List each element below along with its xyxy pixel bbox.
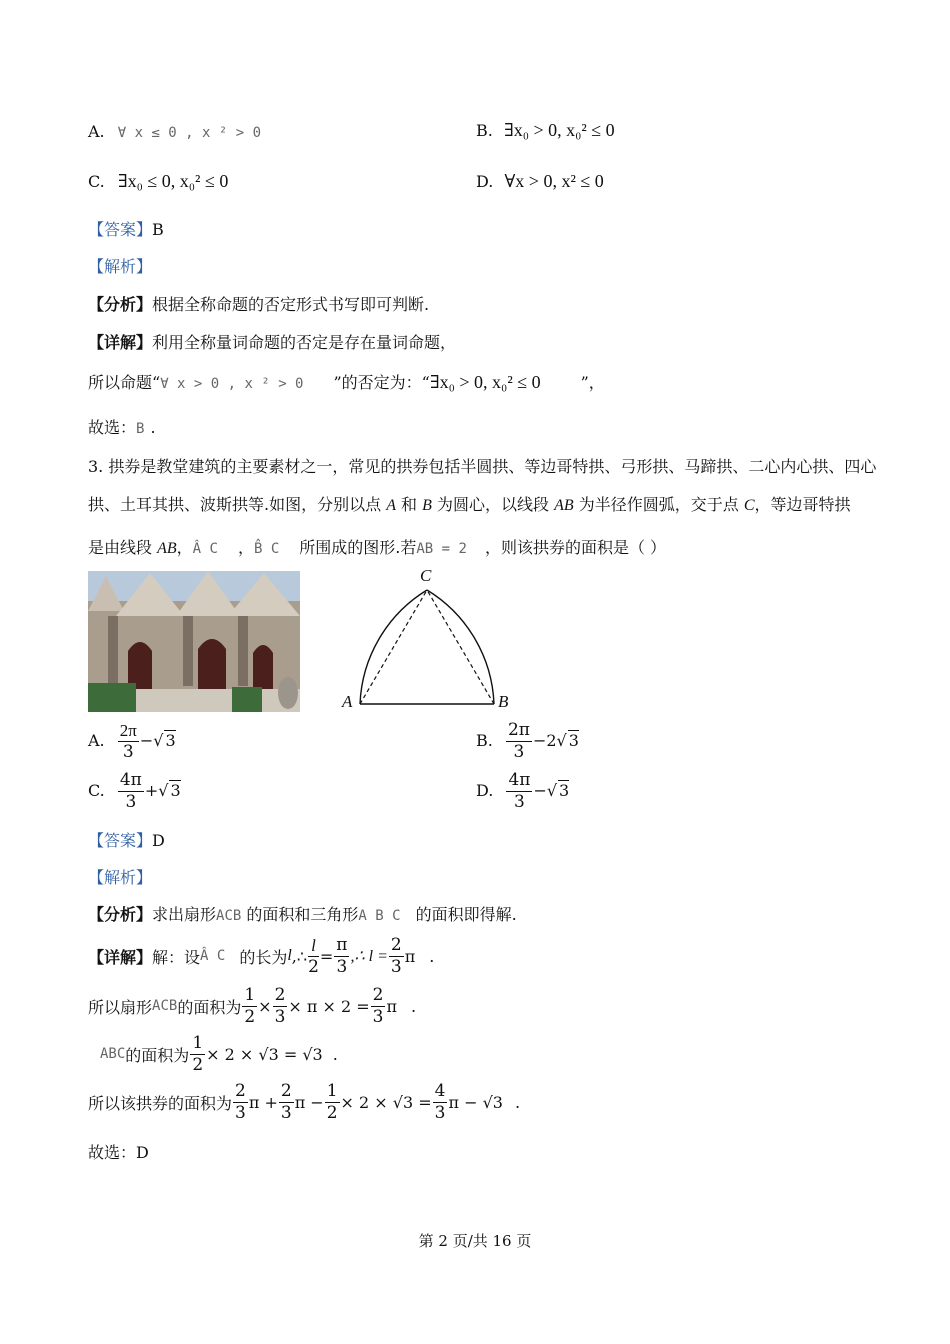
text-fragment: 的面积和三角形 [241,905,359,924]
q2-negation-line [88,370,605,393]
detail-tag: 【详解】 [88,947,153,967]
text-fragment: . [150,418,156,437]
text-fragment: π [404,946,416,966]
q3-detail-line1 [88,934,434,978]
frac-num: l [308,937,319,957]
q3-triangle-line: ABC 的面积为 $\frac{1}{2}$ × 2 × √3 = √3 . [100,1032,338,1075]
text-fragment: 求出扇形 [152,905,217,924]
var-l: l [287,947,292,964]
sector-expr: × π × 2 = [288,996,370,1016]
q2-option-d [476,171,604,192]
q3-fenxi [88,902,517,925]
frac-num: π [336,934,348,955]
frac-num: 2 [390,934,402,955]
text-fragment: 所围成的图形.若 [299,538,417,557]
text-fragment: 拱、土耳其拱、波斯拱等.如图，分别以点 [88,495,387,514]
text-fragment: . [411,996,417,1016]
text-fragment: ，等边哥特拱 [754,495,851,514]
segment-ab: AB [554,497,574,514]
text-fragment: 的面积即得解. [410,905,517,924]
q2-choose [88,415,156,438]
q3-stem-line3: 是由线段 AB，Â C ，B̂ C 所围成的图形.若AB = 2 ，则该拱券的面积是（ ） [88,538,667,557]
text-fragment: ， [176,538,193,557]
fenxi-tag: 【分析】 [88,905,153,924]
answer-tag: 【答案】 [88,831,153,850]
q2-option-b [476,120,615,141]
text-fragment: 所以扇形 [88,997,153,1017]
sector-acb: ACB [152,998,178,1014]
option-den: 3 [125,792,137,812]
option-den: 3 [514,792,525,812]
option-num: 4π [508,770,531,790]
ab-eq: AB = 2 [416,541,467,557]
option-op: + [144,781,159,800]
fenxi-tag: 【分析】 [88,295,153,314]
text-fragment: 为半径作圆弧，交于点 [573,495,744,514]
triangle-abc: ABC [100,1046,126,1062]
answer-tag: 【答案】 [88,220,153,239]
q3-option-d: D. $\frac{4\pi}{3}$ −√ 3 [476,770,570,812]
option-op: − [532,731,547,750]
answer-value: B [152,220,164,239]
option-label: D. [476,172,494,191]
q3-answer [88,828,165,851]
option-label: D. [476,781,494,800]
option-den: 3 [513,742,525,762]
q3-analysis-tag: 【解析】 [88,868,153,887]
frac-den: 3 [390,956,402,977]
option-num: 2π [119,721,137,740]
option-sqrt: 3 [170,781,181,800]
detail-tag: 【详解】 [88,333,153,352]
text-fragment: 所以命题“ [88,373,161,392]
text-fragment: . [514,1092,521,1112]
text-fragment: ,∴ l = [350,948,388,965]
arch-figure [338,566,518,714]
point-c: C [743,497,755,514]
gothic-arch-diagram [338,566,518,714]
option-op: − [533,781,547,800]
answer-value: D [152,831,165,850]
arc-bc: B̂ C [253,541,280,557]
triangle-expr: × 2 × √3 = √3 [206,1044,323,1064]
option-d-formula: ∀x > 0, x² ≤ 0 [504,171,604,191]
choose-value: B [136,421,145,437]
option-label: B. [476,731,493,750]
option-op: − [139,731,154,750]
text-fragment: 是由线段 [88,538,158,557]
label-a: A [342,692,353,711]
sector-acb: ACB [216,908,242,924]
option-b-formula: ∃x₀ > 0, x₀² ≤ 0 [503,120,615,140]
option-c-formula: ∃x₀ ≤ 0, x₀² ≤ 0 [117,171,229,191]
church-photo [88,571,300,712]
segment-ab: AB [157,540,177,557]
arc-ac: Â C [200,948,226,964]
option-coef: 2 [546,731,557,750]
text-fragment: 的长为 [239,947,288,967]
point-a: A [386,497,396,514]
text-fragment: ，则该拱券的面积是（ ） [484,538,667,557]
q3-option-a: A. $\frac{2\pi}{3}$ −√ 3 [88,721,176,762]
text-fragment: 的面积为 [125,1045,190,1065]
frac-den: 2 [308,956,319,977]
q3-sector-line: 所以扇形 ACB 的面积为 $\frac{1}{2}$ × $\frac{2}{3}$ × π × 2 = $\frac{2}{3}$ π . [88,984,417,1027]
triangle-abc: A B C [358,908,401,924]
church-illustration [88,571,300,712]
q3-option-c: C. $\frac{4\pi}{3}$ +√ 3 [88,770,181,812]
text-fragment: 和 [395,495,423,514]
text-fragment: . [332,1044,338,1064]
option-a-formula: ∀ x ≤ 0 , x ² > 0 [117,125,262,141]
text-fragment: ”的否定为：“ [333,373,430,392]
q2-analysis-tag: 【解析】 [88,257,153,276]
option-label: A. [88,122,105,141]
q2-option-a [88,122,261,141]
q3-total-line: 所以该拱券的面积为 $\frac{2}{3}$ π + $\frac{2}{3}$ π − $\frac{1}{2}$ × 2 × √3 = $\frac{4}{3}$ π − √3 . [88,1080,521,1123]
option-den: 3 [122,742,134,762]
q3-option-b: B. $\frac{2\pi}{3}$ −2√ 3 [476,720,579,762]
text-fragment: = [319,946,334,966]
text-fragment: ”， [580,373,605,392]
q3-stem-line1: 3. 拱券是教堂建筑的主要素材之一，常见的拱券包括半圆拱、等边哥特拱、弓形拱、马蹄拱、二心内心拱、四心 [88,457,877,476]
text-fragment: 所以该拱券的面积为 [88,1093,233,1113]
proposition-formula: ∀ x > 0 , x ² > 0 [160,376,304,392]
option-label: C. [88,172,105,191]
q2-fenxi [88,292,429,315]
label-c: C [420,566,432,585]
option-label: A. [88,731,105,750]
label-b: B [498,692,509,711]
q3-choose: 故选：D [88,1143,149,1162]
negation-formula: ∃x₀ > 0, x₀² ≤ 0 [429,372,541,392]
option-sqrt: 3 [165,731,176,750]
option-label: C. [88,781,105,800]
q2-answer [88,217,164,240]
text-fragment: 故选： [88,418,137,437]
option-label: B. [476,121,493,140]
text-fragment: 解：设 [152,947,201,967]
point-b: B [422,497,432,514]
text-fragment: . [429,946,435,966]
frac-den: 3 [336,956,348,977]
page-footer: 第 2 页/共 16 页 [418,1232,532,1250]
option-sqrt: 3 [559,781,570,800]
text-fragment: 为圆心，以线段 [431,495,555,514]
arc-ac: Â C [192,541,218,557]
q3-stem-line2 [88,492,851,515]
detail-text: 利用全称量词命题的否定是存在量词命题， [152,333,457,352]
option-num: 4π [119,770,142,790]
q2-option-c [88,171,228,192]
text-fragment: 的面积为 [177,997,242,1017]
fenxi-text: 根据全称命题的否定形式书写即可判断. [152,295,430,314]
option-sqrt: 3 [568,731,579,750]
q2-detail [88,330,456,353]
text-fragment: ,∴ [291,946,308,966]
option-num: 2π [507,720,530,740]
